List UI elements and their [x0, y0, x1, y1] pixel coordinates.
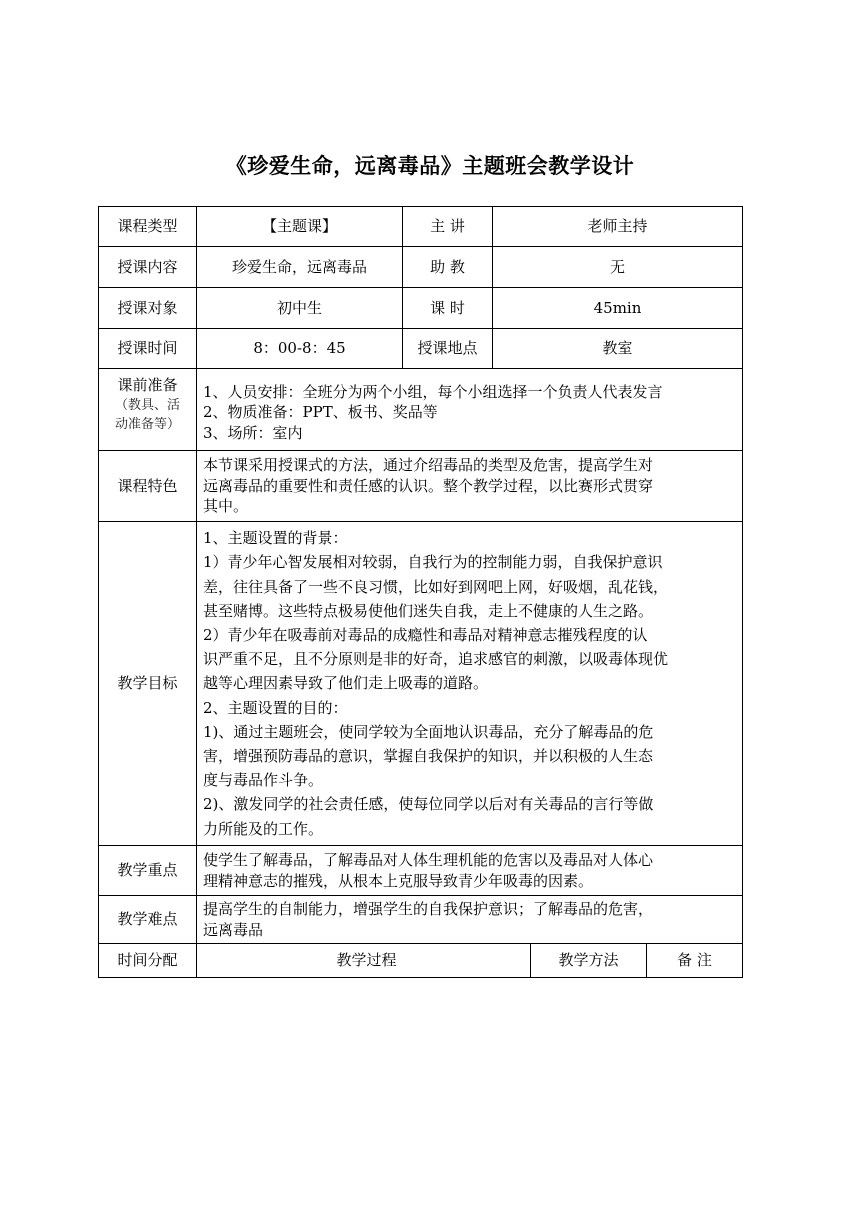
features-line: 远离毒品的重要性和责任感的认识。整个教学过程，以比赛形式贯穿 — [203, 476, 654, 495]
goals-line: 2)、激发同学的社会责任感，使每位同学以后对有关毒品的言行等做 — [203, 795, 654, 814]
prep-label: 课前准备 — [117, 376, 178, 394]
location-label: 授课地点 — [403, 329, 493, 369]
page-title: 《珍爱生命，远离毒品》主题班会教学设计 — [225, 154, 635, 178]
goals-line: 差，往往具备了一些不良习惯，比如好到网吧上网，好吸烟，乱花钱， — [203, 577, 669, 596]
hours-value: 45min — [493, 288, 743, 329]
goals-line: 甚至赌博。这些特点极易使他们迷失自我，走上不健康的人生之路。 — [203, 601, 654, 620]
key-points-content — [197, 846, 743, 896]
schedule-process-label: 教学过程 — [197, 944, 531, 978]
goals-line: 1）青少年心智发展相对较弱，自我行为的控制能力弱，自我保护意识 — [203, 553, 663, 572]
row-features — [99, 451, 743, 522]
row-course-type — [99, 207, 743, 247]
goals-line: 力所能及的工作。 — [203, 819, 324, 838]
goals-line: 度与毒品作斗争。 — [203, 771, 324, 790]
goals-line: 越等心理因素导致了他们走上吸毒的道路。 — [203, 674, 489, 693]
hours-label: 课 时 — [403, 288, 493, 329]
difficulties-line: 远离毒品 — [203, 920, 264, 939]
assistant-label: 助 教 — [403, 247, 493, 288]
audience-label: 授课对象 — [99, 288, 197, 329]
schedule-notes-label: 备 注 — [647, 944, 743, 978]
lesson-plan-table — [98, 206, 743, 978]
lecturer-label: 主 讲 — [403, 207, 493, 247]
audience-value: 初中生 — [197, 288, 403, 329]
course-type-value: 【主题课】 — [197, 207, 403, 247]
key-points-label: 教学重点 — [99, 846, 197, 896]
difficulties-label: 教学难点 — [99, 896, 197, 944]
key-points-line: 理精神意志的摧残，从根本上克服导致青少年吸毒的因素。 — [203, 871, 594, 890]
content-value: 珍爱生命，远离毒品 — [197, 247, 403, 288]
schedule-method-label: 教学方法 — [531, 944, 647, 978]
prep-label-cell — [99, 369, 197, 451]
prep-sublabel-1: （教具、活 — [114, 397, 180, 413]
goals-line: 害，增强预防毒品的意识，掌握自我保护的知识，并以积极的人生态 — [203, 747, 654, 765]
goals-line: 识严重不足，且不分原则是非的好奇，追求感官的刺激，以吸毒体现优 — [203, 650, 669, 669]
goals-line: 1、主题设置的背景： — [203, 529, 348, 548]
goals-label: 教学目标 — [99, 522, 197, 846]
row-goals — [99, 522, 743, 846]
goals-line: 2）青少年在吸毒前对毒品的成瘾性和毒品对精神意志摧残程度的认 — [203, 625, 648, 644]
row-audience — [99, 288, 743, 329]
prep-item: 1、人员安排：全班分为两个小组，每个小组选择一个负责人代表发言 — [203, 382, 663, 401]
goals-line: 2、主题设置的目的： — [203, 698, 348, 717]
features-content — [197, 451, 743, 522]
difficulties-content — [197, 896, 743, 944]
row-content — [99, 247, 743, 288]
row-prep — [99, 369, 743, 451]
goals-line: 1)、通过主题班会，使同学较为全面地认识毒品，充分了解毒品的危 — [203, 722, 654, 741]
content-label: 授课内容 — [99, 247, 197, 288]
time-label: 授课时间 — [99, 329, 197, 369]
row-schedule-header — [99, 944, 743, 978]
row-key-points — [99, 846, 743, 896]
difficulties-line: 提高学生的自制能力，增强学生的自我保护意识；了解毒品的危害， — [203, 900, 654, 918]
features-line: 本节课采用授课式的方法，通过介绍毒品的类型及危害，提高学生对 — [203, 456, 654, 475]
features-label: 课程特色 — [99, 451, 197, 522]
location-value: 教室 — [493, 329, 743, 369]
prep-content — [197, 369, 743, 451]
prep-item: 3、场所：室内 — [203, 423, 303, 442]
time-value: 8：00-8：45 — [197, 329, 403, 369]
features-line: 其中。 — [203, 497, 249, 516]
row-time — [99, 329, 743, 369]
schedule-time-label: 时间分配 — [99, 944, 197, 978]
course-type-label: 课程类型 — [99, 207, 197, 247]
prep-item: 2、物质准备：PPT、板书、奖品等 — [203, 403, 438, 422]
lecturer-value: 老师主持 — [493, 207, 743, 247]
key-points-line: 使学生了解毒品，了解毒品对人体生理机能的危害以及毒品对人体心 — [203, 851, 654, 869]
row-difficulties — [99, 896, 743, 944]
prep-sublabel-2: 动准备等） — [114, 416, 180, 432]
goals-content — [197, 522, 743, 846]
assistant-value: 无 — [493, 247, 743, 288]
